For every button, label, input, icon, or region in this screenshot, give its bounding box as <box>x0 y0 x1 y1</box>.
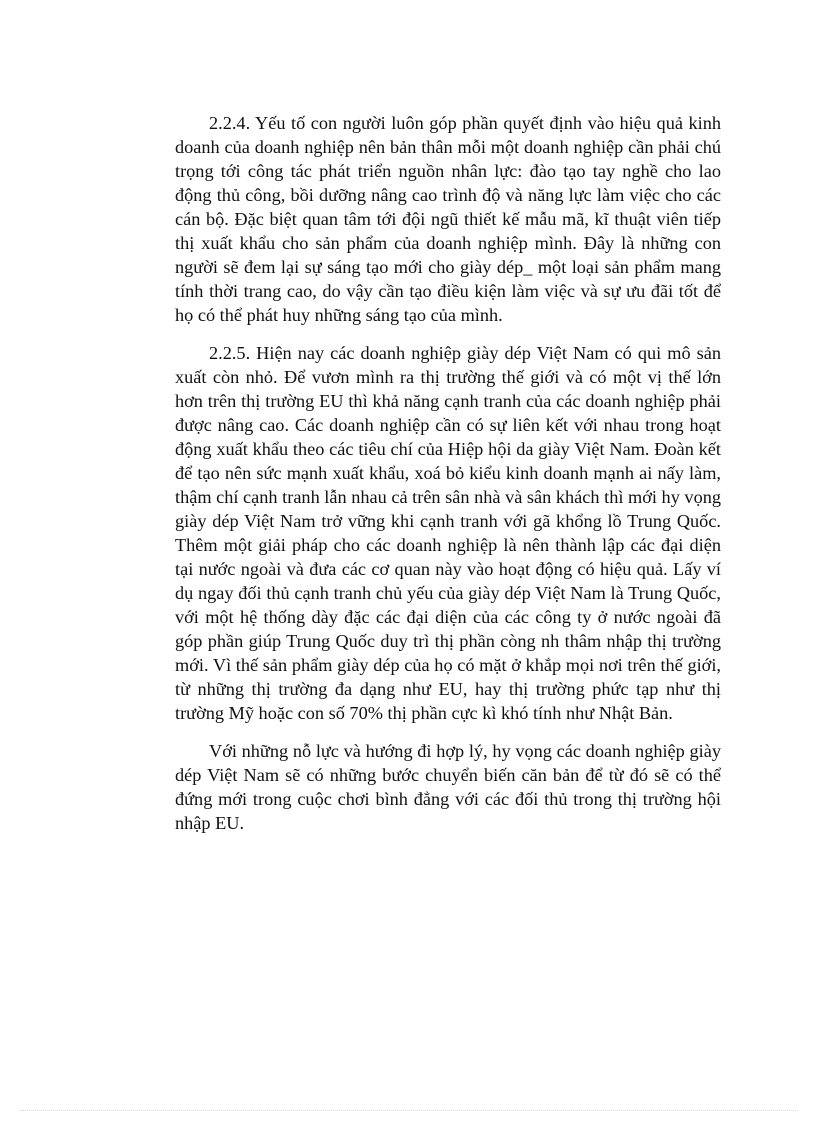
document-body <box>175 111 721 849</box>
paragraph-2-2-4: 2.2.4. Yếu tố con người luôn góp phần quyết định vào hiệu quả kinh doanh của doanh nghiệp nên bản thân mỗi một doanh nghiệp cần phải chú trọng tới công tác phát triển nguồn nhân lực: đào tạo tay nghề cho lao động thủ công, bồi dưỡng nâng cao trình độ và năng lực làm việc cho các cán bộ. Đặc biệt quan tâm tới đội ngũ thiết kế mẫu mã, kĩ thuật viên tiếp thị xuất khẩu cho sản phẩm của doanh nghiệp mình. Đây là những con người sẽ đem lại sự sáng tạo mới cho giày dép_ một loại sản phẩm mang tính thời trang cao, do vậy cần tạo điều kiện làm việc và sự ưu đãi tốt để họ có thể phát huy những sáng tạo của mình. <box>175 113 721 325</box>
page-bottom-divider <box>20 1110 796 1111</box>
paragraph-conclusion: Với những nỗ lực và hướng đi hợp lý, hy vọng các doanh nghiệp giày dép Việt Nam sẽ có những bước chuyển biến căn bản để từ đó sẽ có thể đứng mới trong cuộc chơi bình đẳng với các đối thủ trong thị trường hội nhập EU. <box>175 741 721 833</box>
paragraph-2-2-5: 2.2.5. Hiện nay các doanh nghiệp giày dép Việt Nam có qui mô sản xuất còn nhỏ. Để vươn mình ra thị trường thế giới và có một vị thế lớn hơn trên thị trường EU thì khả năng cạnh tranh của các doanh nghiệp phải được nâng cao. Các doanh nghiệp cần có sự liên kết với nhau trong hoạt động xuất khẩu theo các tiêu chí của Hiệp hội da giày Việt Nam. Đoàn kết để tạo nên sức mạnh xuất khẩu, xoá bỏ kiểu kinh doanh mạnh ai nấy làm, thậm chí cạnh tranh lẫn nhau cả trên sân nhà và sân khách thì mới hy vọng giày dép Việt Nam trở vững khi cạnh tranh với gã khổng lồ Trung Quốc. Thêm một giải pháp cho các doanh nghiệp là nên thành lập các đại diện tại nước ngoài và đưa các cơ quan này vào hoạt động có hiệu quả. Lấy ví dụ ngay đối thủ cạnh tranh chủ yếu của giày dép Việt Nam là Trung Quốc, với một hệ thống dày đặc các đại diện của các công ty ở nước ngoài đã góp phần giúp Trung Quốc duy trì thị phần còng nh thâm nhập thị trường mới. Vì thế sản phẩm giày dép của họ có mặt ở khắp mọi nơi trên thế giới, từ những thị trường đa dạng như EU, hay thị trường phức tạp như thị trường Mỹ hoặc con số 70% thị phần cực kì khó tính như Nhật Bản. <box>175 343 721 723</box>
